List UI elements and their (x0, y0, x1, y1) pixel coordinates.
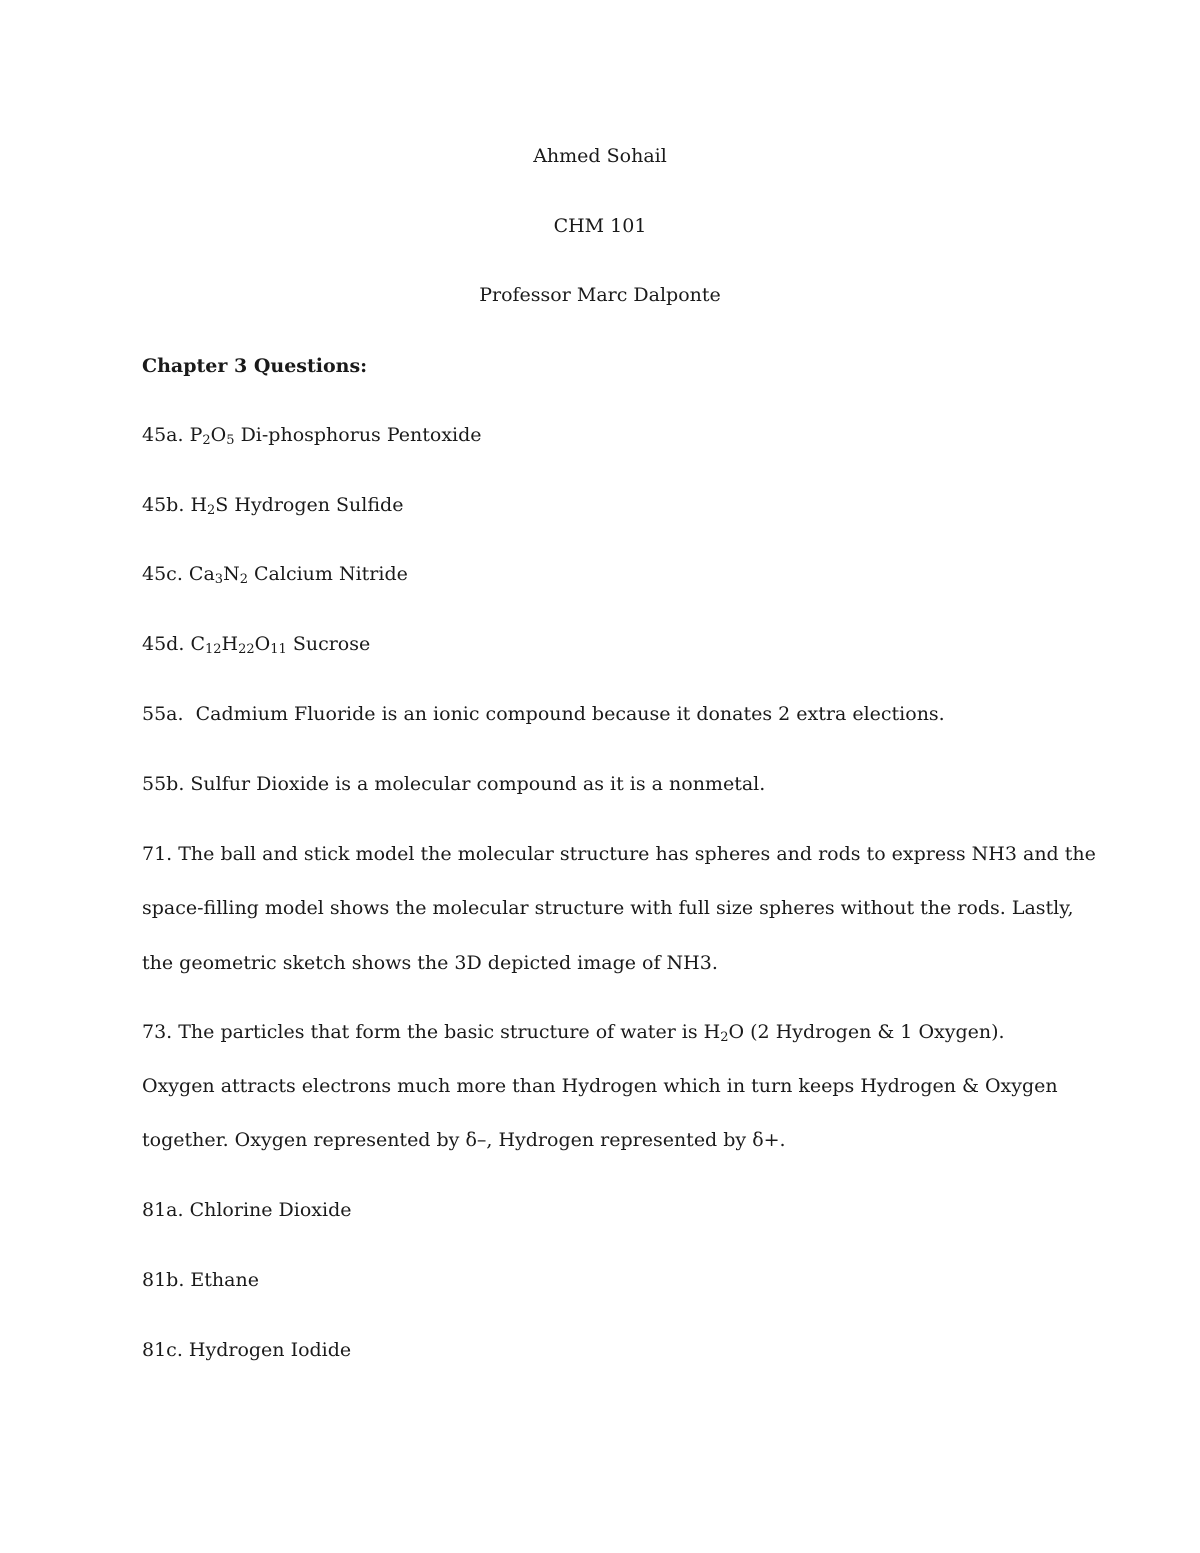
answer-71-line-1: 71. The ball and stick model the molecular structure has spheres and rods to express NH3 and the (142, 843, 1096, 865)
formula-element: S (215, 494, 229, 516)
answer-45a (142, 422, 482, 454)
compound-name: Sucrose (292, 633, 371, 655)
formula-subscript: 22 (238, 642, 255, 657)
formula-subscript: 5 (226, 433, 235, 448)
formula-subscript: 11 (270, 642, 287, 657)
answer-label: 45d. (142, 633, 185, 655)
answer-55b: 55b. Sulfur Dioxide is a molecular compound as it is a nonmetal. (142, 773, 766, 795)
answer-81b: 81b. Ethane (142, 1269, 259, 1291)
answer-45d (142, 631, 370, 663)
compound-name: Di-phosphorus Pentoxide (240, 424, 482, 446)
course-code: CHM 101 (553, 215, 647, 237)
chapter-heading: Chapter 3 Questions: (142, 355, 368, 377)
formula-subscript: 12 (204, 642, 222, 657)
answer-55a: 55a. Cadmium Fluoride is an ionic compound because it donates 2 extra elections. (142, 703, 945, 725)
formula-element: Ca (188, 563, 215, 585)
compound-name: Hydrogen Sulfide (234, 494, 404, 516)
answer-45c (142, 561, 408, 593)
formula-subscript: 2 (239, 572, 248, 587)
formula-element: H (190, 494, 208, 516)
professor-name: Professor Marc Dalponte (479, 284, 721, 306)
answer-71-line-2: space-filling model shows the molecular structure with full size spheres without the rods. Lastly, (142, 897, 1074, 919)
answer-81a: 81a. Chlorine Dioxide (142, 1199, 352, 1221)
answer-text: O (2 Hydrogen & 1 Oxygen). (728, 1021, 1005, 1043)
formula-element: C (190, 633, 205, 655)
answer-label: 45b. (142, 494, 185, 516)
formula-element: N (223, 563, 240, 585)
formula-subscript: 3 (214, 572, 224, 587)
answer-71-line-3: the geometric sketch shows the 3D depicted image of NH3. (142, 952, 718, 974)
formula-element: H (221, 633, 239, 655)
formula-subscript: 2 (720, 1030, 729, 1045)
formula-element: P (189, 424, 203, 446)
answer-text: 73. The particles that form the basic structure of water is H (142, 1021, 721, 1043)
answer-73-line-2: Oxygen attracts electrons much more than Hydrogen which in turn keeps Hydrogen & Oxygen (142, 1075, 1058, 1097)
author-name: Ahmed Sohail (533, 145, 667, 167)
answer-label: 45c. (142, 563, 183, 585)
answer-81c: 81c. Hydrogen Iodide (142, 1339, 352, 1361)
answer-label: 45a. (142, 424, 184, 446)
answer-73-line-3: together. Oxygen represented by δ–, Hydrogen represented by δ+. (142, 1129, 786, 1151)
formula-subscript: 2 (207, 503, 216, 518)
formula-element: O (210, 424, 227, 446)
answer-45b (142, 492, 403, 524)
formula-element: O (254, 633, 271, 655)
compound-name: Calcium Nitride (254, 563, 408, 585)
formula-subscript: 2 (202, 433, 211, 448)
answer-73-line-1 (142, 1019, 1005, 1051)
